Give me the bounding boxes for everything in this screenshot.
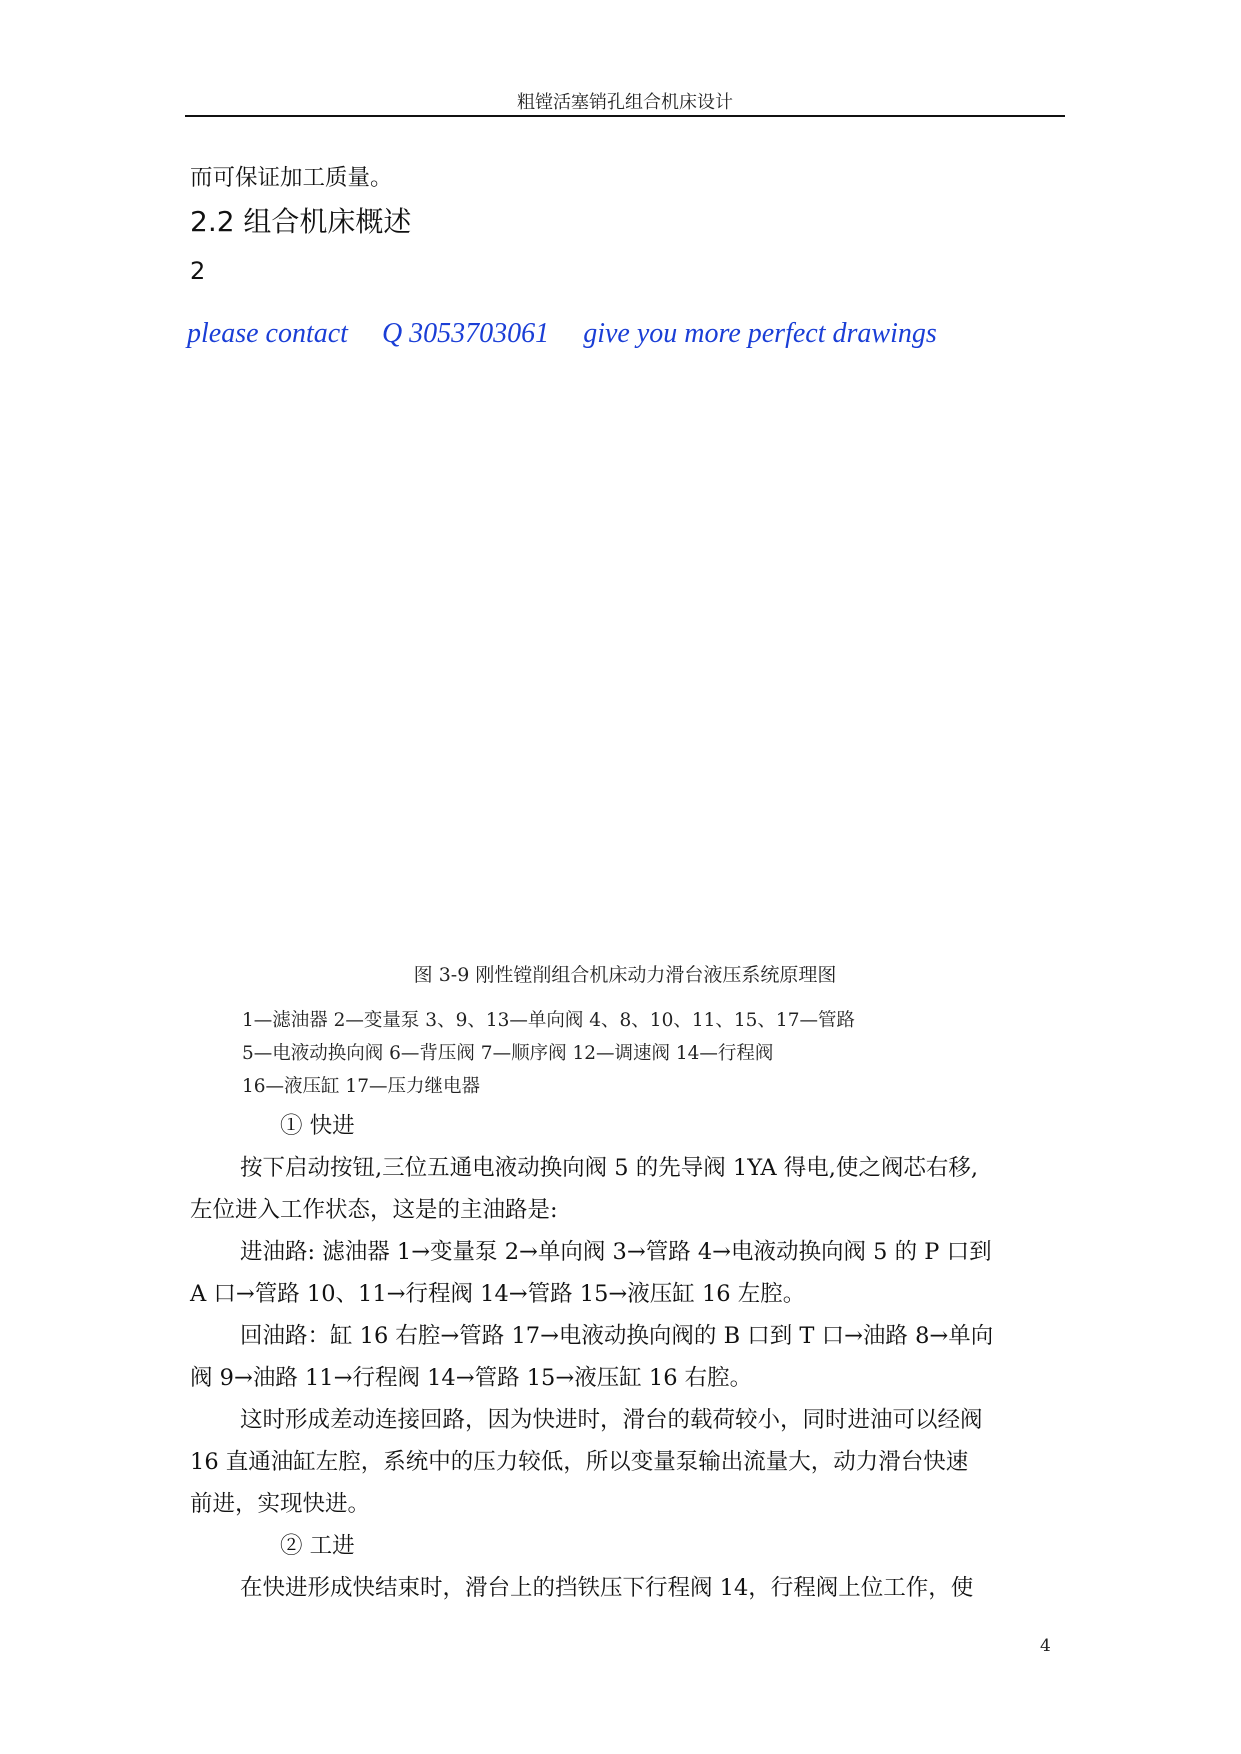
paragraph-4-line-3: 前进，实现快进。 xyxy=(190,1491,371,1517)
paragraph-1-line-1: 按下启动按钮,三位五通电液动换向阀 5 的先导阀 1YA 得电,使之阀芯右移, xyxy=(240,1155,979,1181)
watermark-part-2: Q 3053703061 xyxy=(381,318,550,349)
continuation-text: 而可保证加工质量。 xyxy=(190,165,393,191)
contact-watermark xyxy=(187,318,937,350)
paragraph-2-line-2: A 口→管路 10、11→行程阀 14→管路 15→液压缸 16 左腔。 xyxy=(190,1281,806,1307)
paragraph-2-line-1: 进油路: 滤油器 1→变量泵 2→单向阀 3→管路 4→电液动换向阀 5 的 P 口到 xyxy=(240,1239,992,1265)
paragraph-3-line-1: 回油路：缸 16 右腔→管路 17→电液动换向阀的 B 口到 T 口→油路 8→单向 xyxy=(240,1323,994,1349)
section-number: 2 xyxy=(190,257,206,285)
figure-legend-line-3: 16—液压缸 17—压力继电器 xyxy=(242,1076,480,1097)
section-heading: 2.2 组合机床概述 xyxy=(190,205,412,238)
figure-legend-line-2: 5—电液动换向阀 6—背压阀 7—顺序阀 12—调速阀 14—行程阀 xyxy=(242,1043,774,1064)
watermark-part-1: please contact xyxy=(187,318,348,349)
paragraph-4-line-1: 这时形成差动连接回路，因为快进时，滑台的载荷较小，同时进油可以经阀 xyxy=(240,1407,983,1433)
page-number: 4 xyxy=(1040,1636,1051,1656)
paragraph-4-line-2: 16 直通油缸左腔，系统中的压力较低，所以变量泵输出流量大，动力滑台快速 xyxy=(190,1449,969,1475)
figure-blank-area xyxy=(185,370,1065,930)
page-header-title: 粗镗活塞销孔组合机床设计 xyxy=(517,92,733,113)
step-1-title: ① 快进 xyxy=(280,1113,355,1139)
header-divider xyxy=(185,115,1065,117)
figure-caption: 图 3-9 刚性镗削组合机床动力滑台液压系统原理图 xyxy=(413,964,837,986)
figure-legend-line-1: 1—滤油器 2—变量泵 3、9、13—单向阀 4、8、10、11、15、17—管路 xyxy=(242,1010,855,1031)
watermark-part-3: give you more perfect drawings xyxy=(583,318,937,349)
paragraph-3-line-2: 阀 9→油路 11→行程阀 14→管路 15→液压缸 16 右腔。 xyxy=(190,1365,753,1391)
paragraph-1-line-2: 左位进入工作状态，这是的主油路是: xyxy=(190,1197,558,1223)
paragraph-5-line-1: 在快进形成快结束时，滑台上的挡铁压下行程阀 14，行程阀上位工作，使 xyxy=(240,1575,974,1601)
step-2-title: ② 工进 xyxy=(280,1533,355,1559)
